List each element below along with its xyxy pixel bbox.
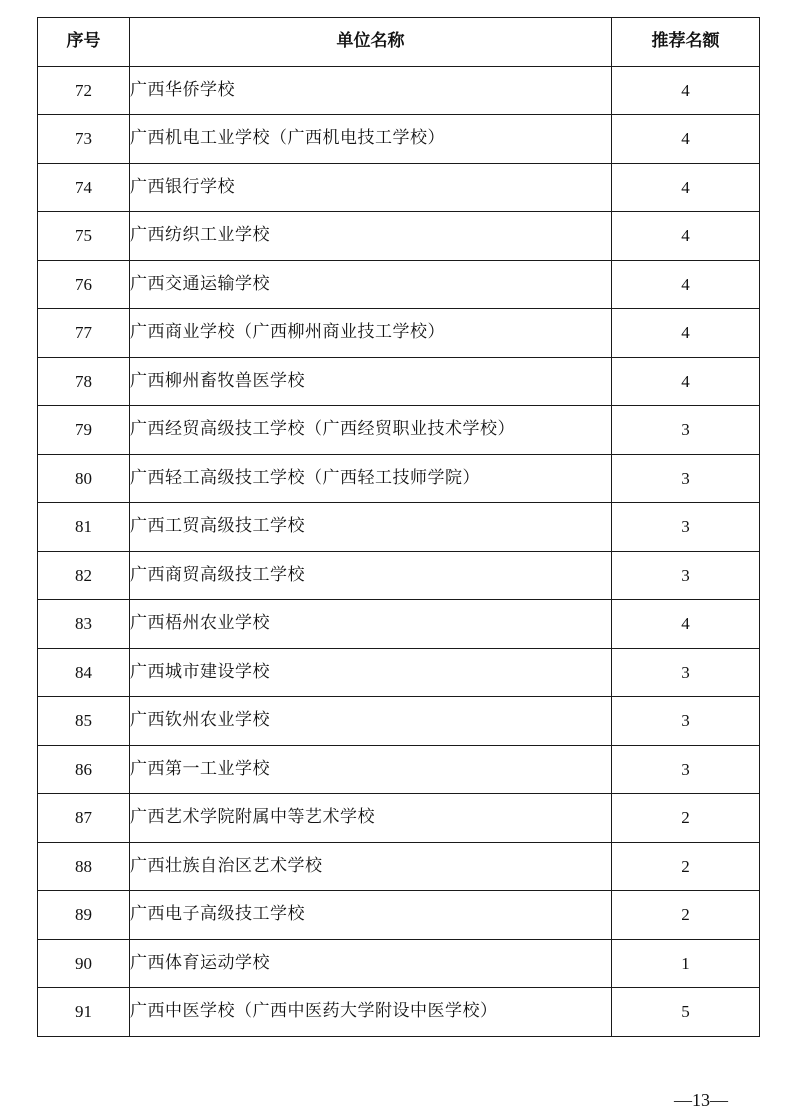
table-row <box>38 939 760 988</box>
unit-name-cell: 广西壮族自治区艺术学校 <box>130 842 612 891</box>
unit-name-cell: 广西梧州农业学校 <box>130 600 612 649</box>
unit-name-cell: 广西城市建设学校 <box>130 648 612 697</box>
table-body <box>38 66 760 1036</box>
quota-cell: 4 <box>612 115 760 164</box>
serial-number-cell: 90 <box>38 939 130 988</box>
table-row <box>38 163 760 212</box>
header-unit-name: 单位名称 <box>130 18 612 67</box>
quota-cell: 2 <box>612 794 760 843</box>
table-row <box>38 66 760 115</box>
quota-cell: 3 <box>612 551 760 600</box>
table-row <box>38 745 760 794</box>
quota-cell: 5 <box>612 988 760 1037</box>
unit-name-cell: 广西钦州农业学校 <box>130 697 612 746</box>
quota-cell: 4 <box>612 163 760 212</box>
unit-name-cell: 广西体育运动学校 <box>130 939 612 988</box>
quota-cell: 2 <box>612 891 760 940</box>
table-header-row <box>38 18 760 67</box>
serial-number-cell: 73 <box>38 115 130 164</box>
unit-name-cell: 广西柳州畜牧兽医学校 <box>130 357 612 406</box>
table-row <box>38 503 760 552</box>
table-row <box>38 454 760 503</box>
unit-name-cell: 广西电子高级技工学校 <box>130 891 612 940</box>
table-row <box>38 406 760 455</box>
table-row <box>38 600 760 649</box>
table-row <box>38 309 760 358</box>
table-row <box>38 260 760 309</box>
unit-name-cell: 广西纺织工业学校 <box>130 212 612 261</box>
header-recommended-quota: 推荐名额 <box>612 18 760 67</box>
quota-cell: 3 <box>612 745 760 794</box>
quota-cell: 3 <box>612 697 760 746</box>
serial-number-cell: 77 <box>38 309 130 358</box>
serial-number-cell: 81 <box>38 503 130 552</box>
table-row <box>38 115 760 164</box>
serial-number-cell: 84 <box>38 648 130 697</box>
quota-cell: 3 <box>612 648 760 697</box>
serial-number-cell: 76 <box>38 260 130 309</box>
table-row <box>38 794 760 843</box>
quota-cell: 2 <box>612 842 760 891</box>
quota-cell: 4 <box>612 66 760 115</box>
quota-cell: 4 <box>612 309 760 358</box>
unit-name-cell: 广西商贸高级技工学校 <box>130 551 612 600</box>
header-serial-number: 序号 <box>38 18 130 67</box>
quota-cell: 3 <box>612 406 760 455</box>
unit-name-cell: 广西中医学校（广西中医药大学附设中医学校） <box>130 988 612 1037</box>
quota-cell: 4 <box>612 357 760 406</box>
unit-name-cell: 广西经贸高级技工学校（广西经贸职业技术学校） <box>130 406 612 455</box>
serial-number-cell: 78 <box>38 357 130 406</box>
page-number: —13— <box>674 1090 728 1110</box>
table-row <box>38 891 760 940</box>
serial-number-cell: 85 <box>38 697 130 746</box>
quota-cell: 4 <box>612 212 760 261</box>
serial-number-cell: 91 <box>38 988 130 1037</box>
table-row <box>38 842 760 891</box>
serial-number-cell: 83 <box>38 600 130 649</box>
table-row <box>38 988 760 1037</box>
table-row <box>38 212 760 261</box>
serial-number-cell: 80 <box>38 454 130 503</box>
unit-name-cell: 广西机电工业学校（广西机电技工学校） <box>130 115 612 164</box>
unit-name-cell: 广西交通运输学校 <box>130 260 612 309</box>
unit-name-cell: 广西第一工业学校 <box>130 745 612 794</box>
table-row <box>38 551 760 600</box>
serial-number-cell: 87 <box>38 794 130 843</box>
serial-number-cell: 89 <box>38 891 130 940</box>
quota-cell: 3 <box>612 454 760 503</box>
quota-cell: 3 <box>612 503 760 552</box>
serial-number-cell: 82 <box>38 551 130 600</box>
serial-number-cell: 79 <box>38 406 130 455</box>
unit-name-cell: 广西轻工高级技工学校（广西轻工技师学院） <box>130 454 612 503</box>
unit-name-cell: 广西艺术学院附属中等艺术学校 <box>130 794 612 843</box>
unit-name-cell: 广西华侨学校 <box>130 66 612 115</box>
quota-cell: 1 <box>612 939 760 988</box>
table-row <box>38 648 760 697</box>
table-row <box>38 357 760 406</box>
serial-number-cell: 74 <box>38 163 130 212</box>
unit-name-cell: 广西商业学校（广西柳州商业技工学校） <box>130 309 612 358</box>
table-row <box>38 697 760 746</box>
serial-number-cell: 75 <box>38 212 130 261</box>
quota-table <box>37 17 760 1037</box>
serial-number-cell: 86 <box>38 745 130 794</box>
serial-number-cell: 72 <box>38 66 130 115</box>
quota-cell: 4 <box>612 600 760 649</box>
serial-number-cell: 88 <box>38 842 130 891</box>
unit-name-cell: 广西银行学校 <box>130 163 612 212</box>
quota-cell: 4 <box>612 260 760 309</box>
unit-name-cell: 广西工贸高级技工学校 <box>130 503 612 552</box>
